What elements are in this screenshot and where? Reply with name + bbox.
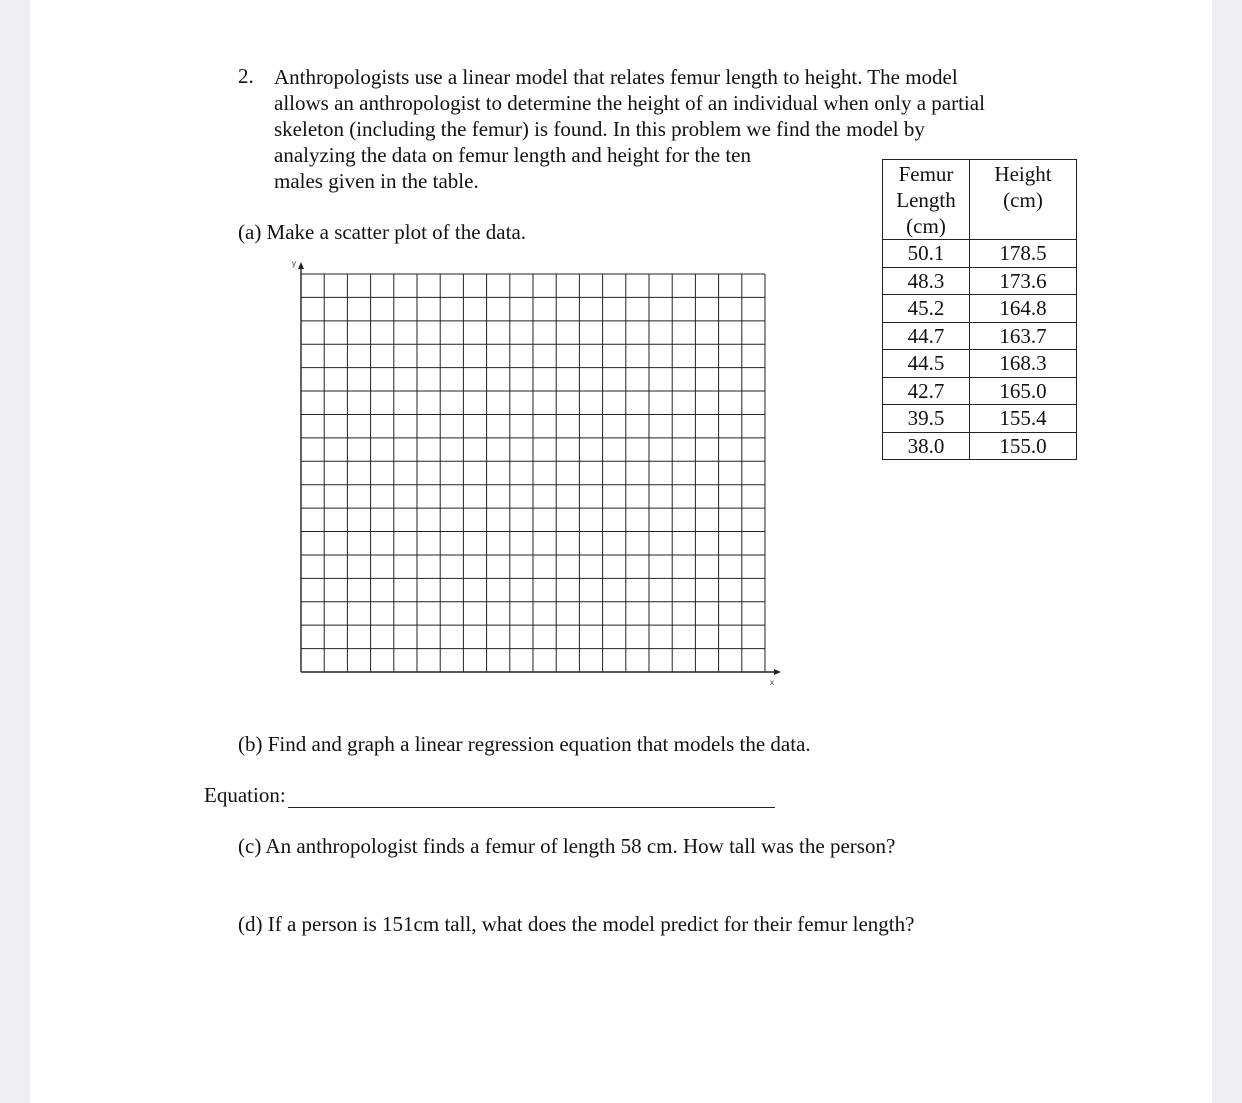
equation-label: Equation: xyxy=(204,783,286,807)
table-header-height xyxy=(970,160,1077,240)
question-number: 2. xyxy=(238,64,254,88)
x-axis-arrow-icon xyxy=(774,669,781,675)
femur-cell: 44.7 xyxy=(883,322,970,350)
table-header-femur xyxy=(883,160,970,240)
table-row xyxy=(883,377,1077,405)
femur-cell: 45.2 xyxy=(883,295,970,323)
femur-cell: 48.3 xyxy=(883,267,970,295)
table-row xyxy=(883,295,1077,323)
part-b: (b) Find and graph a linear regression equation that models the data. xyxy=(238,732,811,756)
header-line: Height xyxy=(994,162,1052,186)
femur-cell: 38.0 xyxy=(883,432,970,460)
table-row xyxy=(883,350,1077,378)
scatter-plot-grid[interactable] xyxy=(255,255,774,690)
data-table xyxy=(882,159,1077,460)
femur-cell: 42.7 xyxy=(883,377,970,405)
table-row xyxy=(883,240,1077,268)
equation-answer-blank[interactable] xyxy=(288,785,775,808)
femur-cell: 44.5 xyxy=(883,350,970,378)
part-c: (c) An anthropologist finds a femur of length 58 cm. How tall was the person? xyxy=(238,834,896,858)
table-row xyxy=(883,322,1077,350)
y-axis-label: y xyxy=(292,259,296,268)
height-cell: 155.0 xyxy=(970,432,1077,460)
worksheet-page xyxy=(30,0,1212,1103)
question-line-5: males given in the table. xyxy=(274,169,479,193)
height-cell: 164.8 xyxy=(970,295,1077,323)
question-line-2: allows an anthropologist to determine the height of an individual when only a partial xyxy=(274,91,985,115)
femur-cell: 50.1 xyxy=(883,240,970,268)
height-cell: 173.6 xyxy=(970,267,1077,295)
height-cell: 163.7 xyxy=(970,322,1077,350)
table-row xyxy=(883,405,1077,433)
y-axis-arrow-icon xyxy=(298,262,304,269)
table-header-row xyxy=(883,160,1077,240)
header-line: (cm) xyxy=(906,214,946,238)
equation-row xyxy=(204,783,775,808)
table-row xyxy=(883,267,1077,295)
part-a: (a) Make a scatter plot of the data. xyxy=(238,220,527,244)
femur-cell: 39.5 xyxy=(883,405,970,433)
header-line: (cm) xyxy=(1003,188,1043,212)
height-cell: 165.0 xyxy=(970,377,1077,405)
height-cell: 168.3 xyxy=(970,350,1077,378)
part-d: (d) If a person is 151cm tall, what does the model predict for their femur length? xyxy=(238,912,915,936)
height-cell: 178.5 xyxy=(970,240,1077,268)
x-axis-label: x xyxy=(770,678,774,687)
question-line-3: skeleton (including the femur) is found. In this problem we find the model by xyxy=(274,117,925,141)
question-line-4: analyzing the data on femur length and height for the ten xyxy=(274,143,752,167)
table-row xyxy=(883,432,1077,460)
question-line-1: Anthropologists use a linear model that relates femur length to height. The model xyxy=(274,65,958,89)
header-line: Length xyxy=(896,188,956,212)
header-line: Femur xyxy=(898,162,954,186)
height-cell: 155.4 xyxy=(970,405,1077,433)
